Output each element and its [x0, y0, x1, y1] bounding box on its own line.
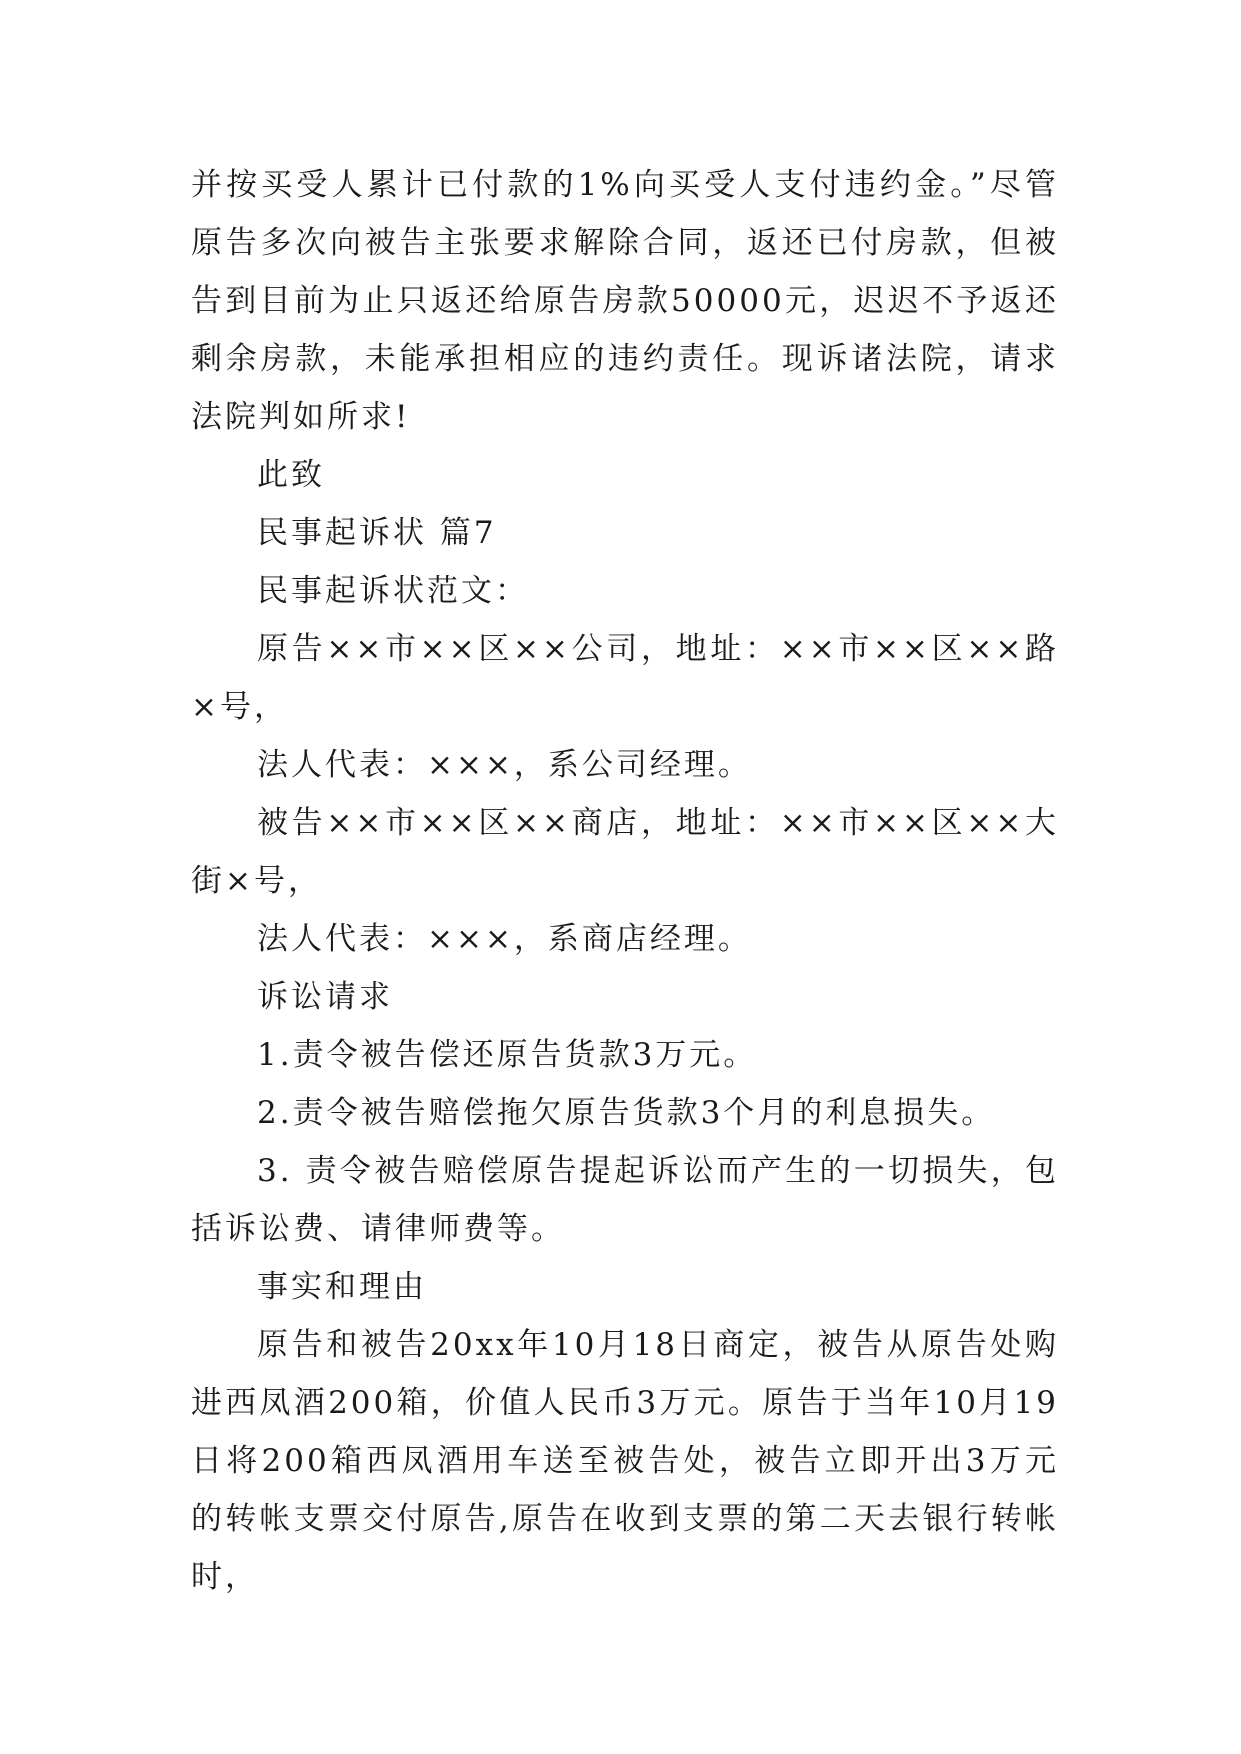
claim-item-3: 3. 责令被告赔偿原告提起诉讼而产生的一切损失，包括诉讼费、请律师费等。: [191, 1153, 1059, 1247]
section-heading: 民事起诉状 篇7: [257, 515, 497, 551]
claim-item-2: 2.责令被告赔偿拖欠原告货款3个月的利息损失。: [257, 1095, 996, 1131]
defendant-info: 被告××市××区××商店，地址：××市××区××大街×号，: [191, 805, 1059, 899]
claim-item-1: 1.责令被告偿还原告货款3万元。: [257, 1037, 758, 1073]
plaintiff-info: 原告××市××区××公司，地址：××市××区××路×号，: [191, 631, 1059, 725]
facts-paragraph: 原告和被告20xx年10月18日商定，被告从原告处购进西凤酒200箱，价值人民币3万元。原告于当年10月19日将200箱西凤酒用车送至被告处，被告立即开出3万元的转帐支票交付原告,原告在收到支票的第二天去银行转帐时，: [191, 1327, 1059, 1595]
paragraph-continuation: 并按买受人累计已付款的1%向买受人支付违约金。”尽管原告多次向被告主张要求解除合同，返还已付房款，但被告到目前为止只返还给原告房款50000元，迟迟不予返还剩余房款，未能承担相应的违约责任。现诉诸法院，请求法院判如所求!: [191, 167, 1059, 435]
claims-heading: 诉讼请求: [257, 979, 393, 1015]
sample-heading: 民事起诉状范文：: [257, 573, 529, 609]
facts-heading: 事实和理由: [257, 1269, 427, 1305]
plaintiff-representative: 法人代表：×××，系公司经理。: [257, 747, 752, 783]
paragraph-salutation: 此致: [257, 457, 325, 493]
document-body: [191, 156, 1059, 1606]
defendant-representative: 法人代表：×××，系商店经理。: [257, 921, 752, 957]
